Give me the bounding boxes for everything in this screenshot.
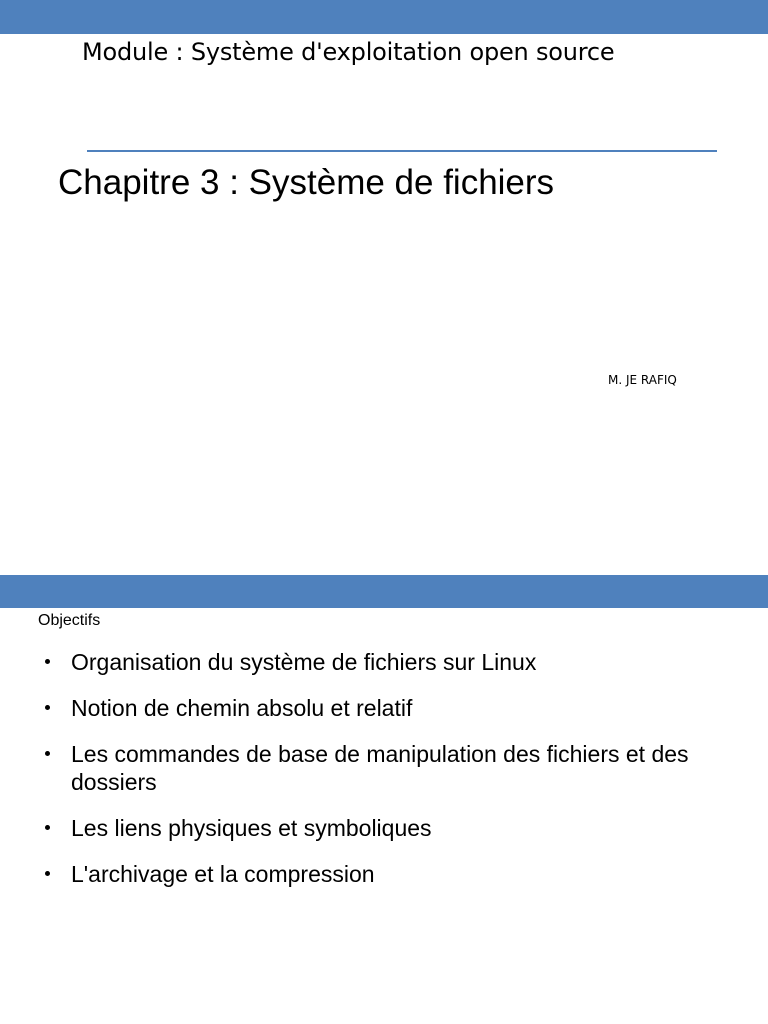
section-accent-bar	[0, 575, 768, 608]
bullet-icon	[45, 659, 50, 664]
objective-text: Organisation du système de fichiers sur Linux	[71, 649, 537, 675]
bullet-icon	[45, 871, 50, 876]
bullet-icon	[45, 705, 50, 710]
objectives-heading: Objectifs	[38, 612, 101, 629]
objectives-list	[40, 648, 730, 906]
author-name: M. JE RAFIQ	[608, 373, 677, 387]
objective-item	[40, 860, 730, 888]
bullet-icon	[45, 751, 50, 756]
objective-text: Notion de chemin absolu et relatif	[71, 695, 413, 721]
objective-item	[40, 740, 730, 796]
bullet-icon	[45, 825, 50, 830]
title-divider	[87, 150, 717, 152]
objective-text: Les commandes de base de manipulation des fichiers et des dossiers	[71, 741, 689, 795]
objective-item	[40, 814, 730, 842]
objective-item	[40, 648, 730, 676]
chapter-title: Chapitre 3 : Système de fichiers	[58, 163, 555, 202]
objective-item	[40, 694, 730, 722]
objective-text: Les liens physiques et symboliques	[71, 815, 432, 841]
module-title: Module : Système d'exploitation open source	[82, 38, 615, 66]
objective-text: L'archivage et la compression	[71, 861, 375, 887]
top-accent-bar	[0, 0, 768, 34]
